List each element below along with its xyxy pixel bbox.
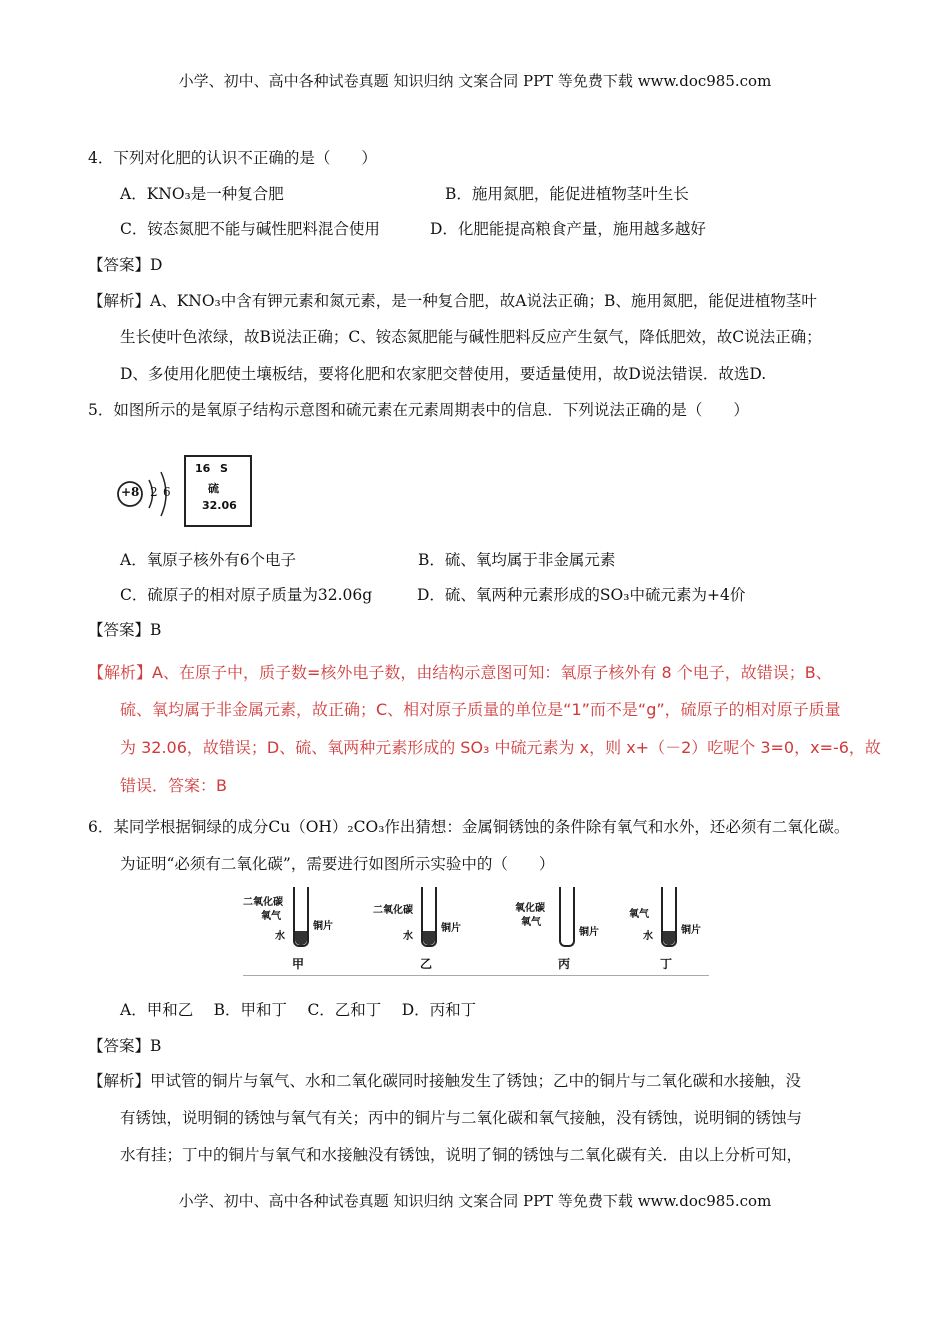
tube-gas-label: 氧气	[521, 917, 541, 928]
q6-explanation-3: 水有挂；丁中的铜片与氧气和水接触没有锈蚀，说明了铜的锈蚀与二氧化碳有关．由以上分析可知，	[120, 1146, 803, 1164]
tube-copper-label: 铜片	[579, 927, 599, 938]
tube-water-label: 水	[643, 931, 653, 942]
q6-explanation-2: 有锈蚀，说明铜的锈蚀与氧气有关；丙中的铜片与二氧化碳和氧气接触，没有锈蚀，说明铜的锈蚀与	[120, 1109, 803, 1127]
test-tube-glass	[559, 887, 575, 947]
element-symbol: S	[220, 462, 228, 475]
tube-gas-label: 氧气	[261, 911, 281, 922]
test-tube-glass	[661, 887, 677, 947]
tube-name: 丁	[660, 957, 673, 971]
q5-option-a: A．氧原子核外有6个电子	[120, 551, 297, 569]
q4-explanation-2: 生长使叶色浓绿，故B说法正确；C、铵态氮肥能与碱性肥料反应产生氨气，降低肥效，故C说法正确；	[120, 328, 822, 346]
q5-explanation-2: 硫、氧均属于非金属元素，故正确；C、相对原子质量的单位是“1”而不是“g”，硫原子的相对原子质量	[120, 700, 841, 719]
q5-explanation-3: 为 32.06，故错误；D、硫、氧两种元素形成的 SO₃ 中硫元素为 x，则 x+（－2）吃呢个 3=0，x=-6，故	[120, 738, 881, 757]
test-tube-glass	[293, 887, 309, 947]
q4-answer: 【答案】D	[88, 256, 163, 274]
q5-option-c: C．硫原子的相对原子质量为32.06g	[120, 586, 373, 604]
tube-name: 甲	[292, 957, 305, 971]
tube-gas-label: 氧化碳	[515, 903, 545, 914]
q4-option-b: B．施用氮肥，能促进植物茎叶生长	[445, 185, 689, 203]
q5-option-b: B．硫、氧均属于非金属元素	[418, 551, 616, 569]
page-header: 小学、初中、高中各种试卷真题 知识归纳 文案合同 PPT 等免费下载 www.doc985.com	[178, 72, 772, 90]
tube-water-label: 水	[275, 931, 285, 942]
tube-copper-label: 铜片	[681, 925, 701, 936]
test-tube-yi	[373, 883, 473, 975]
q5-option-d: D．硫、氧两种元素形成的SO₃中硫元素为+4价	[417, 586, 746, 604]
q4-option-c: C．铵态氮肥不能与碱性肥料混合使用	[120, 220, 380, 238]
q6-stem-2: 为证明“必须有二氧化碳”，需要进行如图所示实验中的（ ）	[120, 855, 555, 873]
tube-gas-label: 氧气	[629, 909, 649, 920]
q4-stem: 4．下列对化肥的认识不正确的是（ ）	[88, 149, 377, 167]
element-mass: 32.06	[202, 499, 237, 512]
q6-answer: 【答案】B	[88, 1037, 162, 1055]
atom-nucleus: +8	[121, 485, 140, 499]
tube-water-label: 水	[403, 931, 413, 942]
oxygen-atom-diagram	[113, 458, 183, 530]
test-tube-bing	[511, 883, 611, 975]
q4-option-d: D．化肥能提高粮食产量，施用越多越好	[430, 220, 706, 238]
q5-explanation-1: 【解析】A、在原子中，质子数=核外电子数，由结构示意图可知：氧原子核外有 8 个电子，故错误；B、	[88, 663, 832, 682]
tube-name: 丙	[558, 957, 571, 971]
q5-answer: 【答案】B	[88, 621, 162, 639]
q4-explanation-3: D、多使用化肥使土壤板结，要将化肥和农家肥交替使用，要适量使用，故D说法错误．故选D.	[120, 365, 767, 383]
element-name: 硫	[208, 482, 219, 495]
sulfur-element-cell	[184, 455, 252, 527]
q6-explanation-1: 【解析】甲试管的铜片与氧气、水和二氧化碳同时接触发生了锈蚀；乙中的铜片与二氧化碳和水接触，没	[88, 1072, 802, 1090]
test-tube-jia	[243, 883, 343, 975]
test-tube-ding	[623, 883, 723, 975]
tube-name: 乙	[420, 957, 433, 971]
tube-copper-label: 铜片	[313, 921, 333, 932]
tube-gas-label: 二氧化碳	[243, 897, 283, 908]
element-number: 16	[195, 462, 211, 475]
tube-copper-label: 铜片	[441, 923, 461, 934]
q6-stem-1: 6．某同学根据铜绿的成分Cu（OH）₂CO₃作出猜想：金属铜锈蚀的条件除有氧气和水外，还必须有二氧化碳。	[88, 818, 850, 836]
page-footer: 小学、初中、高中各种试卷真题 知识归纳 文案合同 PPT 等免费下载 www.doc985.com	[178, 1192, 772, 1210]
atom-shell-1: 2	[150, 485, 158, 499]
test-tube-glass	[421, 887, 437, 947]
q4-explanation-1: 【解析】A、KNO₃中含有钾元素和氮元素，是一种复合肥，故A说法正确；B、施用氮肥，能促进植物茎叶	[88, 292, 817, 310]
q5-explanation-4: 错误．答案：B	[120, 776, 227, 795]
q5-stem: 5．如图所示的是氧原子结构示意图和硫元素在元素周期表中的信息．下列说法正确的是（ ）	[88, 401, 749, 419]
q4-option-a: A．KNO₃是一种复合肥	[120, 185, 284, 203]
tube-gas-label: 二氧化碳	[373, 905, 413, 916]
atom-shell-2: 6	[163, 485, 171, 499]
q6-options: A．甲和乙 B．甲和丁 C．乙和丁 D．丙和丁	[120, 1001, 477, 1019]
experiment-figure	[243, 883, 709, 976]
